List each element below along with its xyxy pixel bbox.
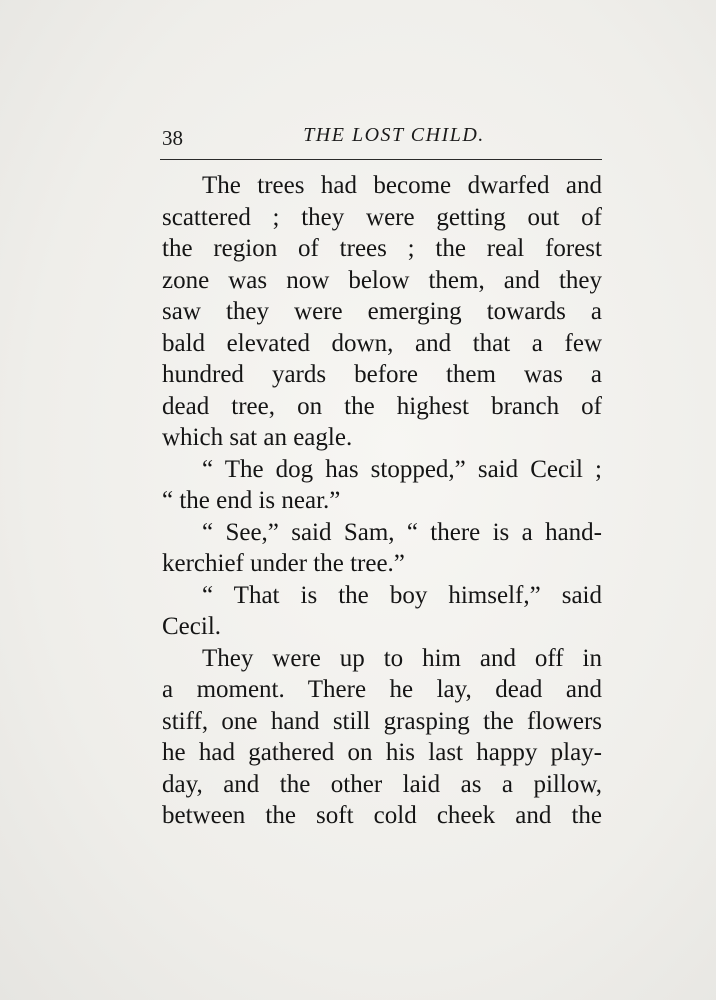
header-rule	[160, 159, 602, 160]
text-line: They were up to him and off in	[202, 644, 602, 672]
text-line: “ the end is near.”	[162, 487, 341, 514]
text-line: he had gathered on his last happy play-	[162, 739, 602, 766]
body-text	[162, 170, 602, 832]
text-line: bald elevated down, and that a few	[162, 329, 602, 357]
text-line: the region of trees ; the real forest	[162, 235, 602, 262]
text-line: which sat an eagle.	[162, 424, 353, 451]
page-number: 38	[162, 126, 183, 150]
text-line: zone was now below them, and they	[162, 266, 602, 294]
text-line: day, and the other laid as a pillow,	[162, 770, 602, 798]
text-line: kerchief under the tree.”	[162, 550, 405, 577]
text-line: scattered ; they were getting out of	[162, 203, 602, 231]
text-line: The trees had become dwarfed and	[202, 172, 602, 199]
text-line: “ See,” said Sam, “ there is a hand-	[202, 518, 602, 546]
text-line: dead tree, on the highest branch of	[162, 392, 602, 420]
text-line: “ That is the boy himself,” said	[202, 581, 602, 609]
text-line: between the soft cold cheek and the	[162, 802, 602, 829]
text-line: “ The dog has stopped,” said Cecil ;	[202, 455, 602, 483]
running-title: THE LOST CHILD.	[303, 124, 485, 146]
page-header	[162, 124, 602, 154]
text-line: stiff, one hand still grasping the flowers	[162, 707, 602, 735]
text-line: Cecil.	[162, 613, 222, 640]
text-line: saw they were emerging towards a	[162, 298, 602, 325]
text-line: hundred yards before them was a	[162, 361, 602, 388]
text-line: a moment. There he lay, dead and	[162, 676, 602, 703]
